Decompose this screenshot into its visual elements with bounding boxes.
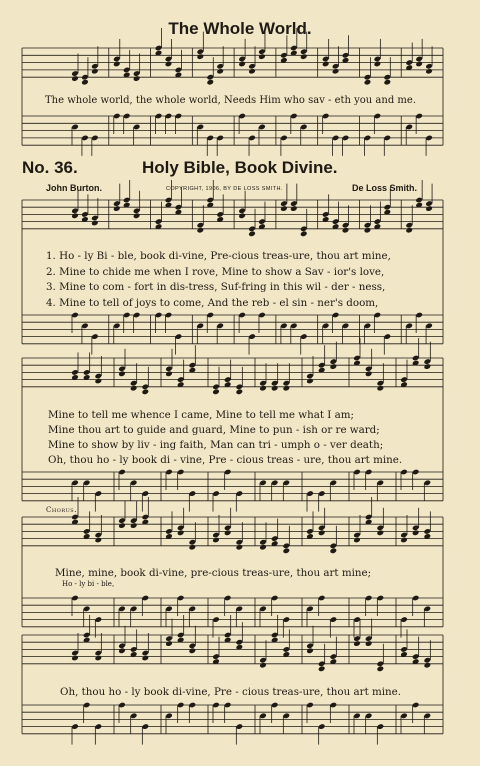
note-head [91,68,99,75]
note-head [342,227,350,234]
note-head [259,662,267,669]
note-head [384,79,392,86]
note-head [271,385,279,392]
note-head [71,75,79,82]
note-head [236,544,244,551]
note-head [95,537,103,544]
note-head [133,75,141,82]
verse-1-line-1: 1. Ho - ly Bi - ble, book di-vine, Pre-cious treas-ure, thou art mine, [46,250,391,262]
note-head [318,530,326,537]
note-head [95,655,103,662]
note-head [212,537,220,544]
note-head [165,640,173,647]
chorus-lyric-1: Mine, mine, book di-vine, pre-cious treas-ure, thou art mine; [55,567,372,579]
note-head [224,530,232,537]
note-head [142,389,150,396]
note-head [318,666,326,673]
verse-3-line-1: 3. Mine to com - fort in dis-tress, Suf-fring in this wil - der - ness, [46,281,386,293]
note-head [91,220,99,227]
verse-1-line-2: Mine to tell me whence I came, Mine to tell me what I am; [48,409,354,421]
note-head [206,79,214,86]
chorus-label: Chorus. [46,506,77,514]
note-head [118,522,126,529]
staff-systems [22,48,443,734]
verse-3-line-2: Mine to show by liv - ing faith, Man can tri - umph o - ver death; [48,439,384,451]
note-head [142,655,150,662]
note-head [415,61,423,68]
note-head [189,544,197,551]
note-head [400,537,408,544]
note-head [306,378,314,385]
note-head [364,227,372,234]
verse-4-line-1: 4. Mine to tell of joys to come, And the reb - el sin - ner's doom, [46,297,379,309]
note-head [425,205,433,212]
note-head [130,385,138,392]
note-head [377,666,385,673]
verse-2-line-2: Mine thou art to guide and guard, Mine to pun - ish or re ward; [48,424,380,436]
note-head [118,648,126,655]
note-head [424,363,432,370]
hymn-author: John Burton. [46,183,102,193]
note-head [118,371,126,378]
note-head [283,385,291,392]
note-head [259,385,267,392]
note-head [330,363,338,370]
note-head [71,213,79,220]
note-head [306,648,314,655]
note-head [365,640,373,647]
hymn-number: No. 36. [22,158,78,177]
note-head [290,205,298,212]
note-head [113,205,121,212]
note-head [81,79,89,86]
note-head [353,537,361,544]
note-head [212,389,220,396]
hymn-composer: De Loss Smith. [352,183,418,193]
note-head [259,544,267,551]
note-heads [71,28,433,745]
note-head [216,68,224,75]
note-head [300,231,308,238]
note-head [364,79,372,86]
note-head [177,530,185,537]
note-head [377,530,385,537]
hymn-copyright: COPYRIGHT, 1906, BY DE LOSS SMITH. [166,186,283,192]
note-head [332,68,340,75]
note-head [165,61,173,68]
top-hymn-lyric: The whole world, the whole world, Needs Him who sav - eth you and me. [45,95,416,106]
note-head [365,371,373,378]
note-head [283,548,291,555]
note-head [165,371,173,378]
note-head [248,231,256,238]
note-head [425,68,433,75]
note-head [71,655,79,662]
note-head [236,389,244,396]
note-head [238,213,246,220]
note-head [353,640,361,647]
note-head [113,61,121,68]
note-head [238,61,246,68]
note-head [377,385,385,392]
note-head [133,213,141,220]
chorus-lyric-2: Oh, thou ho - ly book di-vine, Pre - cious treas-ure, thou art mine. [60,686,402,698]
note-head [95,378,103,385]
note-head [189,648,197,655]
hymn-title: Holy Bible, Book Divine. [142,158,338,177]
note-head [300,53,308,60]
note-head [405,227,413,234]
note-head [322,61,330,68]
note-head [374,61,382,68]
note-head [330,548,338,555]
verse-2-line-1: 2. Mine to chide me when I rove, Mine to show a Sav - ior's love, [46,266,385,278]
note-head [424,662,432,669]
top-hymn-title: The Whole World. [168,19,312,38]
note-head [280,205,288,212]
chorus-alto-lyric: Ho - ly bi - ble, [62,580,115,588]
note-head [258,53,266,60]
note-head [197,53,205,60]
note-head [248,68,256,75]
note-head [197,227,205,234]
note-head [130,522,138,529]
verse-4-line-2: Oh, thou ho - ly book di - vine, Pre - cious treas - ure, thou art mine. [48,454,403,466]
note-head [412,530,420,537]
